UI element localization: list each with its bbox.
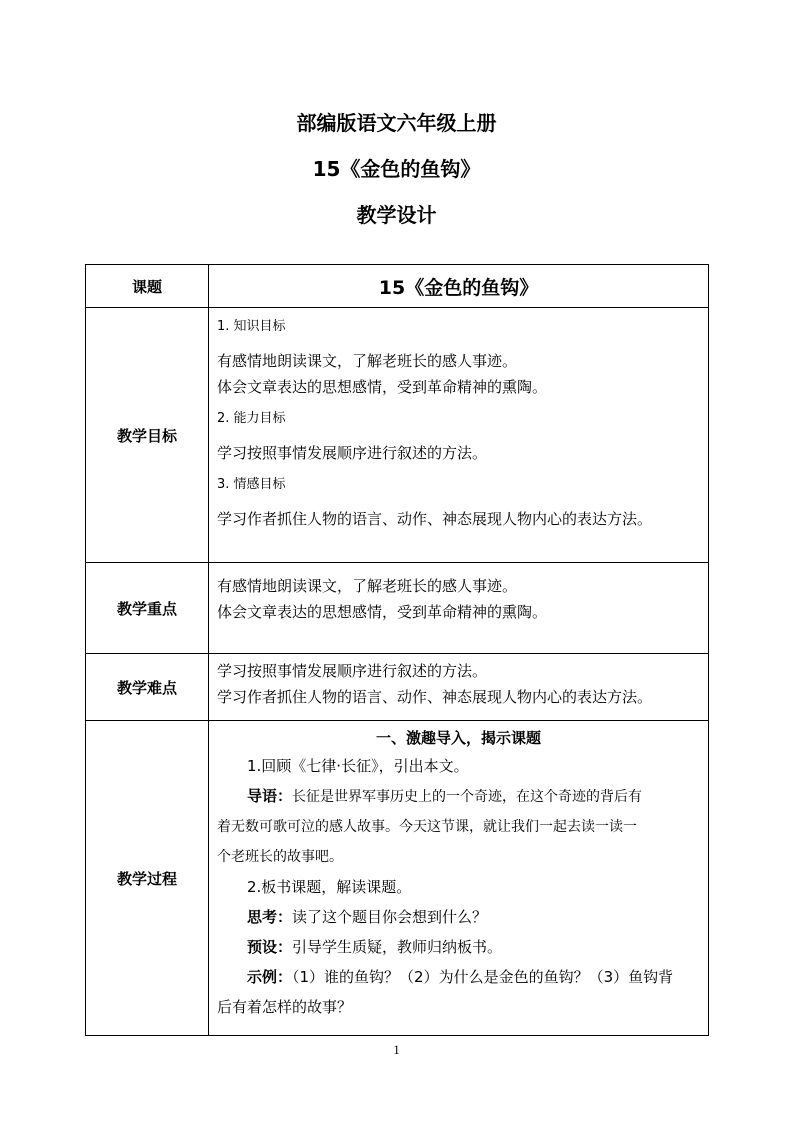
- document-title: [0, 100, 793, 238]
- intro-text-2: 着无数可歌可泣的感人故事。今天这节课，就让我们一起去读一读一: [217, 819, 637, 835]
- key-points-content: [209, 563, 709, 654]
- preset-paragraph: [217, 932, 700, 962]
- process-step-2: 2.板书课题，解读课题。: [247, 878, 412, 896]
- example-text-1: （1）谁的鱼钩？（2）为什么是金色的鱼钩？（3）鱼钩背: [292, 968, 674, 986]
- title-line-lesson: 15《金色的鱼钩》: [312, 157, 481, 181]
- goals-content: [209, 308, 709, 563]
- process-label: 教学过程: [86, 721, 209, 1036]
- think-paragraph: [217, 902, 700, 932]
- topic-label: 课题: [86, 265, 209, 308]
- intro-paragraph: [217, 781, 700, 812]
- intro-label: 导语：: [247, 787, 293, 805]
- example-text-2: 后有着怎样的故事？: [217, 998, 353, 1016]
- difficulties-label: 教学难点: [86, 654, 209, 721]
- difficulties-content: [209, 654, 709, 721]
- emotion-goal-line-1: 学习作者抓住人物的语言、动作、神态展现人物内心的表达方法。: [217, 510, 653, 528]
- table-row-goals: [86, 308, 709, 563]
- topic-value: 15《金色的鱼钩》: [209, 265, 709, 308]
- example-label: 示例：: [247, 968, 293, 986]
- ability-goal-line-1: 学习按照事情发展顺序进行叙述的方法。: [217, 444, 488, 462]
- difficulty-line-1: 学习按照事情发展顺序进行叙述的方法。: [217, 662, 488, 680]
- key-points-label: 教学重点: [86, 563, 209, 654]
- page-number: 1: [393, 1042, 400, 1057]
- title-line-grade: 部编版语文六年级上册: [296, 111, 497, 135]
- key-point-line-1: 有感情地朗读课文，了解老班长的感人事迹。: [217, 577, 518, 595]
- table-row-key-points: [86, 563, 709, 654]
- knowledge-goal-line-1: 有感情地朗读课文，了解老班长的感人事迹。: [217, 352, 518, 370]
- example-paragraph: [217, 962, 700, 992]
- preset-label: 预设：: [247, 938, 293, 956]
- process-content: [209, 721, 709, 1036]
- think-label: 思考：: [247, 908, 293, 926]
- knowledge-goal-title: 1. 知识目标: [217, 319, 286, 334]
- think-text: 读了这个题目你会想到什么？: [292, 908, 488, 926]
- table-row-topic: [86, 265, 709, 308]
- emotion-goal-title: 3. 情感目标: [217, 477, 286, 492]
- title-line-design: 教学设计: [356, 203, 437, 227]
- table-row-process: [86, 721, 709, 1036]
- process-step-1: 1.回顾《七律·长征》，引出本文。: [247, 757, 469, 775]
- intro-text-3: 个老班长的故事吧。: [217, 849, 343, 865]
- preset-text: 引导学生质疑，教师归纳板书。: [292, 938, 503, 956]
- difficulty-line-2: 学习作者抓住人物的语言、动作、神态展现人物内心的表达方法。: [217, 688, 653, 706]
- key-point-line-2: 体会文章表达的思想感情，受到革命精神的熏陶。: [217, 603, 548, 621]
- knowledge-goal-line-2: 体会文章表达的思想感情，受到革命精神的熏陶。: [217, 378, 548, 396]
- intro-text-1: 长征是世界军事历史上的一个奇迹，在这个奇迹的背后有: [292, 789, 643, 805]
- table-row-difficulties: [86, 654, 709, 721]
- process-section-title: 一、激趣导入，揭示课题: [375, 729, 541, 747]
- goals-label: 教学目标: [86, 308, 209, 563]
- ability-goal-title: 2. 能力目标: [217, 411, 286, 426]
- lesson-plan-table: [85, 264, 709, 1036]
